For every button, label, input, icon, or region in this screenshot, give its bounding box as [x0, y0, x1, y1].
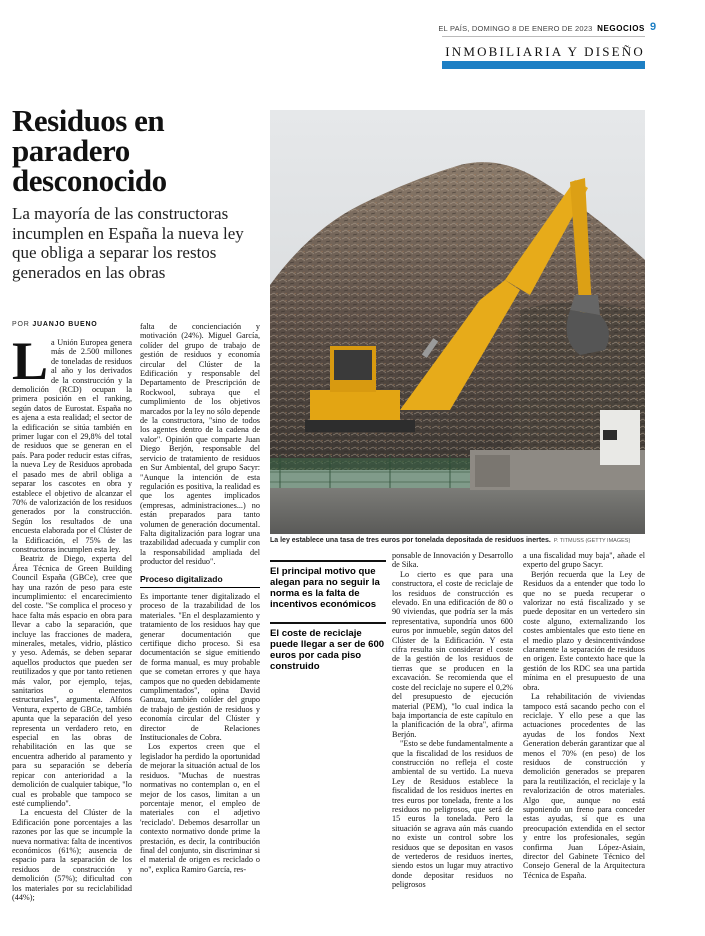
headline: Residuos en paradero desconocido: [12, 103, 167, 198]
byline: [12, 321, 98, 328]
body-column-3: [392, 551, 513, 906]
excavator-scrap-photo: [270, 110, 645, 534]
page-number: 9: [650, 21, 657, 33]
body-paragraph: Beatriz de Diego, experta del Área Técnica de Green Building Council España (GBCe), cree que hay una razón de peso para este incumplimiento: el encarecimiento del coste. "Se complica el proceso y hace falta más espacio en obra para llevar a cabo la separación, que incluye las fracciones de madera, minerales, metales, vidrio, plástico y yeso. Además, se deben separar aquellos productos que pueden ser reutilizados y que por tanto retienen más valor, por ejemplo, tejas, sanitarios o elementos estructurales", argumenta. Alfons Ventura, experto de GBCe, también apunta que la separación del yeso representa un verdadero reto, en especial en las obras de rehabilitación en las que se encuentra adherido al paramento y para su separación se debería repicar con anterioridad a la demolición de cualquier tabique, "lo cual es probable que tampoco se esté cumpliendo".: [12, 554, 132, 808]
body-column-1: [12, 338, 132, 906]
body-paragraph: a una fiscalidad muy baja", añade el experto del grupo Sacyr.: [523, 551, 645, 570]
body-column-2: [140, 322, 260, 906]
body-paragraph: "Esto se debe fundamentalmente a que la fiscalidad de los residuos de construcción no refleja el coste ambiental de su vertido. La nueva Ley de Residuos establece la fiscalidad de los residuos inertes en tres euros por tonelada, frente a los residuos no peligrosos, que será de 15 euros la tonelada. Pero la situación se agrava aún más cuando no existe un control sobre los residuos que se depositan en vasos de vertederos de residuos inertes, siendo estos un lugar muy atractivo donde depositar residuos no peligrosos: [392, 739, 513, 890]
body-paragraph: La rehabilitación de viviendas tampoco está sacando pecho con el reciclaje. Y ello pese a que las actuaciones procedentes de las ayudas de los fondos Next Generation deberán garantizar que al menos el 70% (en peso) de los residuos de construcción y demolición generados se preparen para la reutilización, el reciclaje y la revalorización de otros materiales. Algo que, aunque no está suponiendo un freno para conceder estas ayudas, sí que es una preocupación extendida en el sector y entre los profesionales, según confirma Juan López-Asiain, director del Gabinete Técnico del Consejo General de la Arquitectura Técnica de España.: [523, 692, 645, 880]
byline-author: JUANJO BUENO: [32, 321, 98, 328]
section-title: INMOBILIARIA Y DISEÑO: [445, 44, 645, 59]
body-paragraph: ponsable de Innovación y Desarrollo de Sika.: [392, 551, 513, 570]
pull-quote-1: El principal motivo que alegan para no seguir la norma es la falta de incentivos económicos: [270, 560, 386, 610]
body-paragraph: Berjón recuerda que la Ley de Residuos da a entender que todo lo que no se pueda recuperar o valorizar no está fiscalizado y se puede depositar en un vertedero sin coste alguno, externalizando los costes ambientales que esto tiene en el medio plazo y desincentivándose claramente la separación de residuos en origen. Este contexto hace que la gestión de los RDC sea una partida mínima en el presupuesto de una obra.: [523, 569, 645, 692]
running-head-date: EL PAÍS, DOMINGO 8 DE ENERO DE 2023: [438, 24, 593, 33]
subhead: La mayoría de las constructoras incumplen en España la nueva ley que obliga a separar los restos generados en las obras: [12, 204, 244, 282]
body-paragraph: Los expertos creen que el legislador ha perdido la oportunidad de mejorar la situación actual de los residuos. "Muchas de nuestras normativas no contemplan o, en el mejor de los casos, limitan a un porcentaje menor, el empleo de materiales con el adjetivo 'reciclado'. Debemos desarrollar un contexto normativo donde prime la prestación, es decir, la contribución final del conjunto, sin discriminar si el material de origen es reciclado o no", explica Ramiro García, res-: [140, 742, 260, 874]
body-paragraph: La encuesta del Clúster de la Edificación pone porcentajes a las razones por las que se incumple la nueva normativa: falta de incentivos económicos (61%); ausencia de espacio para la separación de los residuos de construcción y demolición (57%); dificultad con los materiales por su reciclabilidad (44%);: [12, 808, 132, 902]
running-head: [438, 24, 645, 33]
section-accent-bar: [442, 61, 645, 69]
drop-cap: L: [12, 338, 49, 391]
body-paragraph: a Unión Europea genera más de 2.500 millones de toneladas de residuos al año y los derivados de la construcción y la demolición (RCD) ocupan la primera posición en el ranking, según datos de Eurostat. España no es ajena a esta realidad; el sector de la edificación se sitúa también en primer lugar con el 29,8% del total de residuos que se generan en el país. Para poder reducir estas cifras, la nueva Ley de Residuos aprobada el pasado mes de abril obliga a separar los cascotes en obra y establece el objetivo de alcanzar el 70% de valorización de los residuos generados por la construcción. Según los resultados de una encuesta elaborada por el Clúster de la Edificación, el 75% de las constructoras incumplen esta ley.: [12, 338, 132, 554]
section-subtitle: Proceso digitalizado: [140, 575, 260, 588]
body-column-4: [523, 551, 645, 906]
byline-prefix: POR: [12, 321, 30, 328]
pull-quote-2: El coste de reciclaje puede llegar a ser de 600 euros por cada piso construido: [270, 622, 386, 672]
section-tag: NEGOCIOS: [597, 24, 645, 33]
header-rule: [442, 36, 645, 37]
body-paragraph: falta de concienciación y motivación (24%). Miguel García, colíder del grupo de trabajo de gestión de residuos y economía circular del Clúster de la Edificación y responsable del Departamento de Prescripción de Rockwool, subraya que el cumplimiento de los objetivos marcados por la ley no sólo depende de la constructora, "sino de todos los agentes dentro de la cadena de valor". Opinión que comparte Juan Diego Berjón, responsable del servicio de tratamiento de residuos en Sur Ambiental, del grupo Sacyr: "Aunque la intención de esta regulación es positiva, la realidad es que los agentes implicados (empresas, administraciones...) no están preparados para tanto volumen de generación documental. Falta digitalización para lograr una trazabilidad adecuada y cumplir con la responsabilidad ampliada del productor del residuo".: [140, 322, 260, 567]
caption-text: La ley establece una tasa de tres euros por tonelada depositada de residuos inertes.: [270, 537, 551, 544]
photo-credit: P. TITMUSS (GETTY IMAGES): [553, 538, 631, 544]
body-paragraph: Lo cierto es que para una constructora, el coste de reciclaje de los residuos de construcción es elevado. En una edificación de 80 o 90 viviendas, que podría ser la más representativa, supondría unos 600 euros por inmueble, según datos del Clúster de la Edificación. Y esta cifra resulta sin considerar el coste de la gestión de los residuos de tierras que se producen en la excavación. Se recomienda que el coste del reciclaje no supere el 0,2% del presupuesto de ejecución material (PEM), "lo cual indica la baja importancia de este capítulo en la planificación de la obra", afirma Berjón.: [392, 569, 513, 739]
photo-caption: [270, 537, 645, 544]
article-photo: [270, 110, 645, 534]
body-paragraph: Es importante tener digitalizado el proceso de la trazabilidad de los materiales. "En el desplazamiento y tratamiento de los residuos hay que generar documentación que certifique dicho proceso. Si esa documentación se sigue emitiendo de forma manual, es muy probable que se cometan errores y que haya campos que no queden debidamente cumplimentados", opina David Ganuza, también colíder del grupo de trabajo de gestión de residuos y economía circular del Clúster y director de Relaciones Institucionales de Cobra.: [140, 591, 260, 743]
